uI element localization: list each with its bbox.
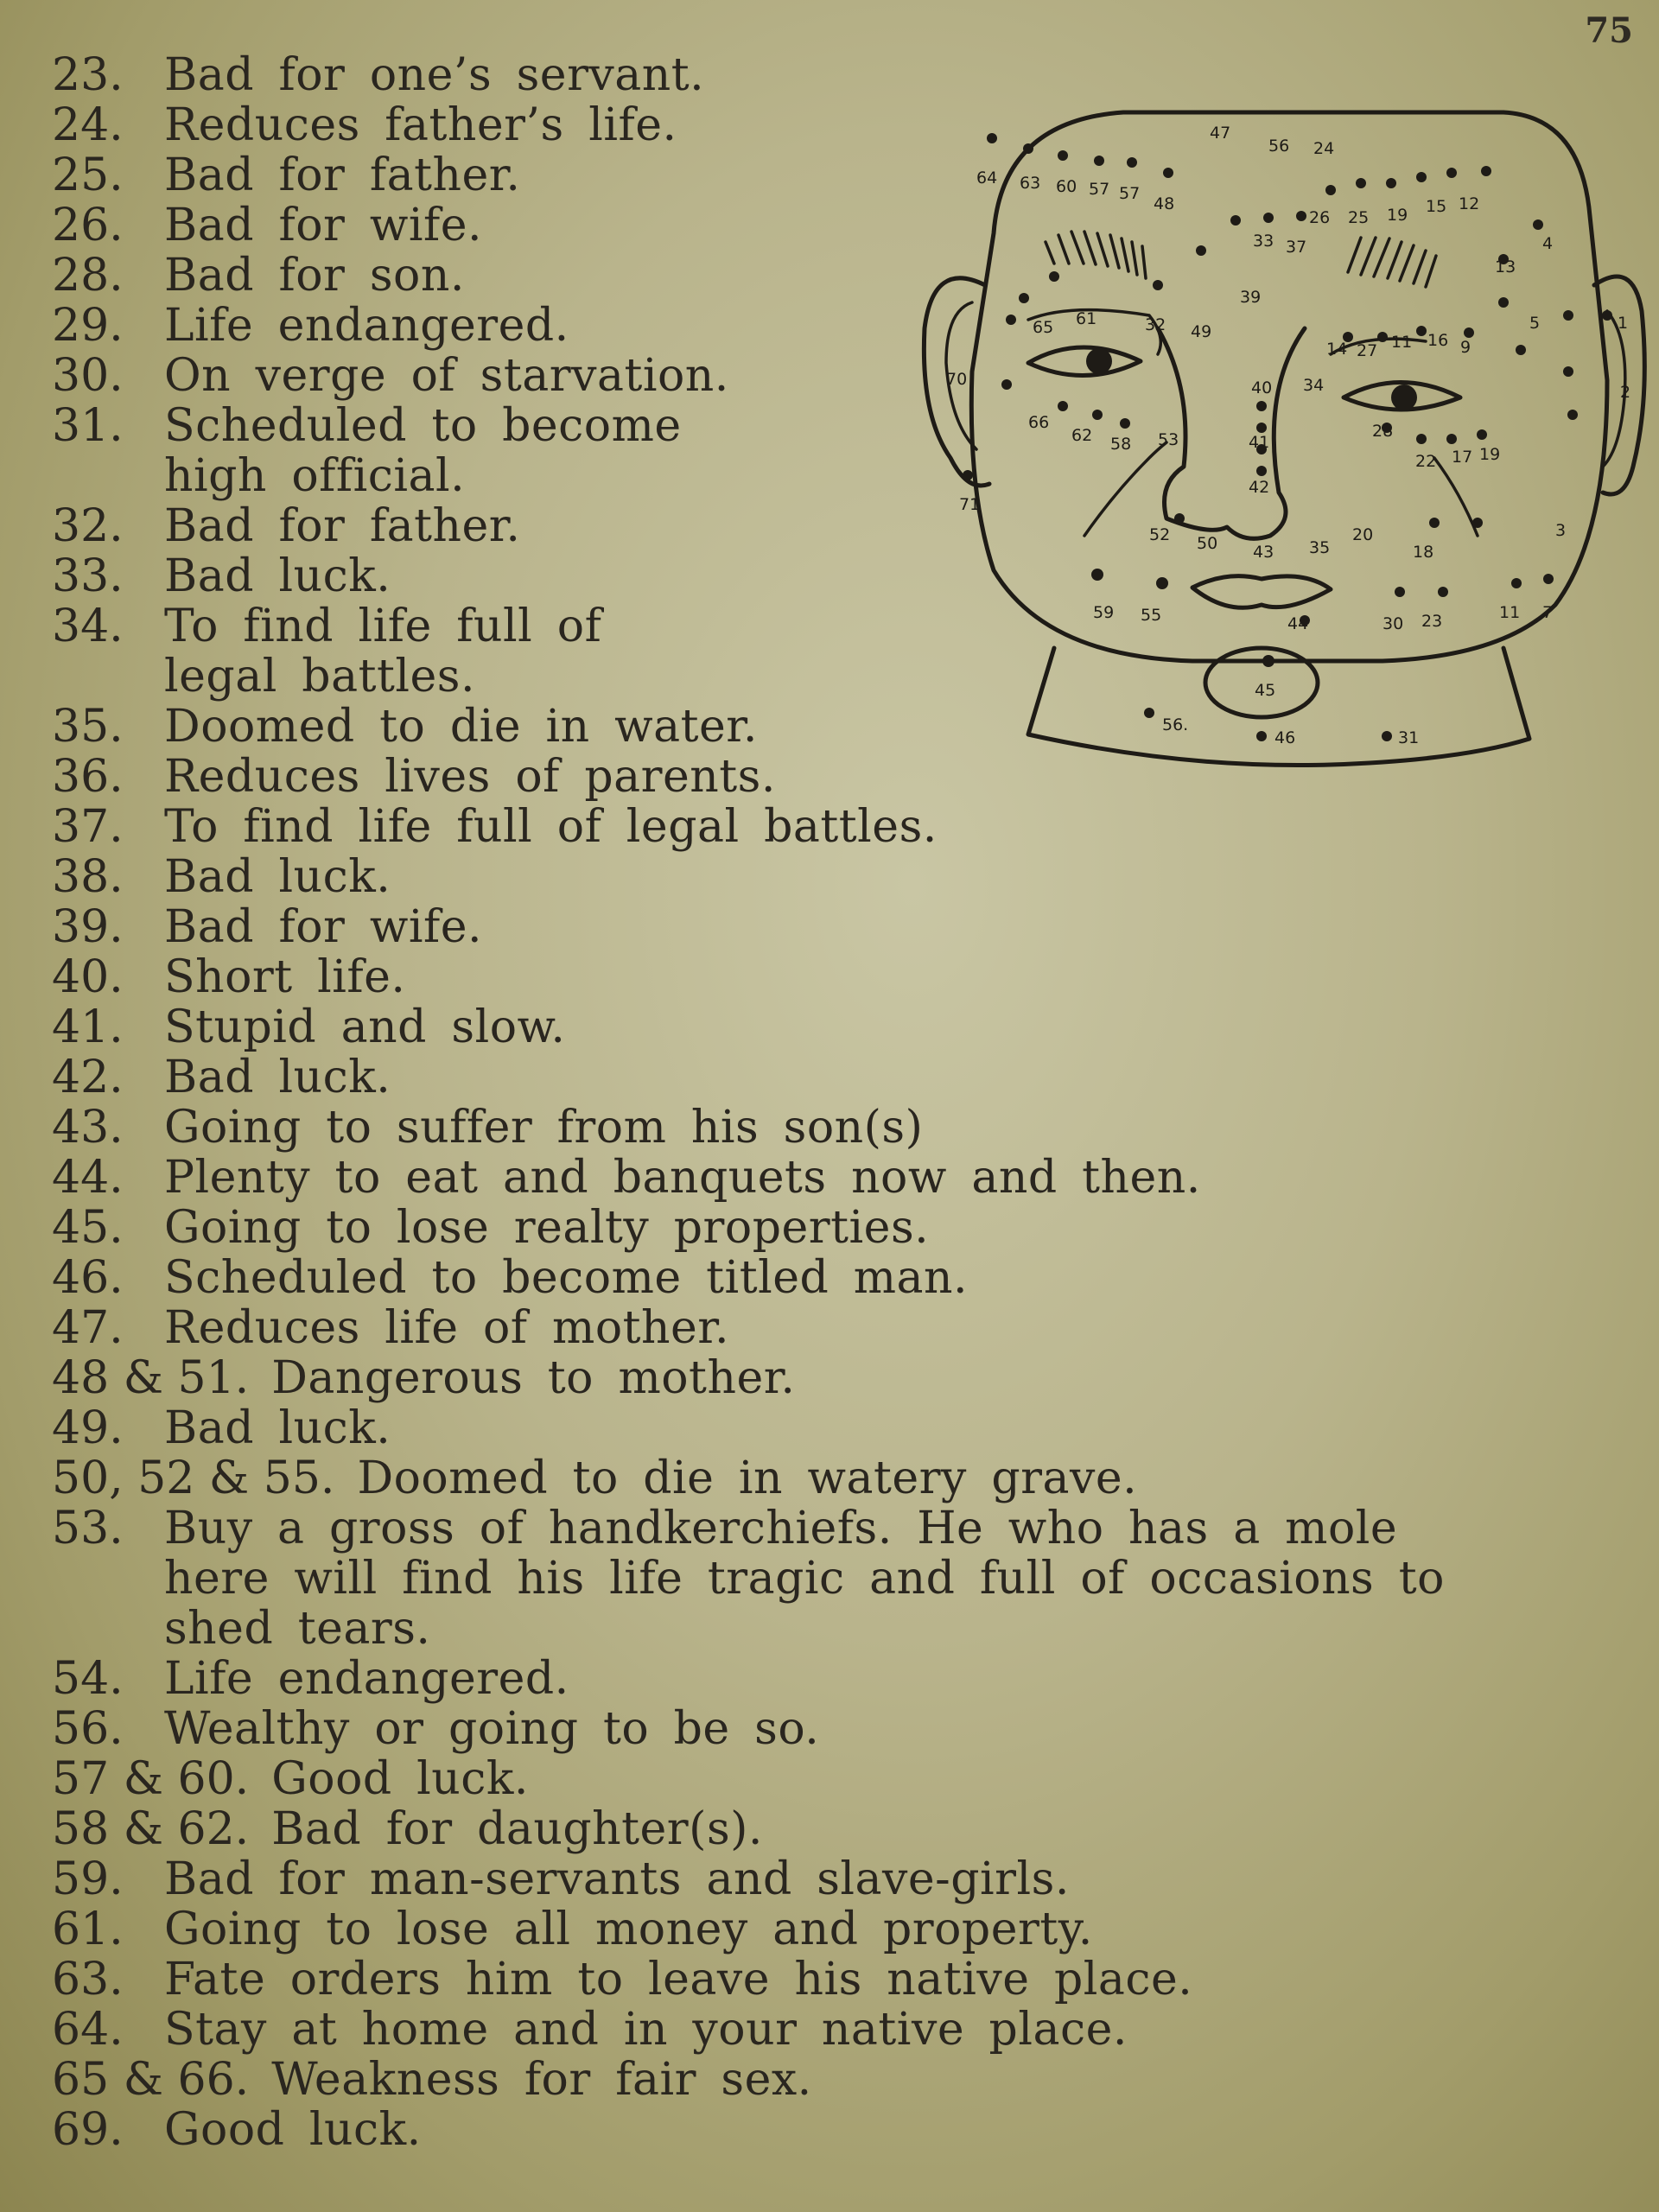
entry-number: 42. [52,1052,124,1103]
list-item [52,802,1607,852]
entry-number: 29. [52,300,124,352]
mole-label: 22 [1415,452,1437,471]
mole-label: 70 [946,370,968,389]
list-item [52,1052,1607,1103]
entry-number: 25. [52,149,124,201]
entry-number: 44. [52,1152,124,1204]
mole-label: 46 [1274,728,1296,747]
entry-text: On verge of starvation. [164,350,729,402]
mole-label: 20 [1352,525,1374,544]
entry-text: Good luck. [271,1753,529,1805]
entry-number: 47. [52,1302,124,1354]
mole-label: 7 [1542,603,1554,622]
list-item [52,852,1607,902]
list-item [52,2005,1607,2055]
mole-label: 19 [1479,445,1501,464]
entry-text: Bad for father. [164,500,521,552]
mole-label: 33 [1253,232,1274,251]
entry-number: 37. [52,801,124,853]
entry-number: 33. [52,550,124,602]
mole-label: 37 [1286,238,1307,257]
mole-label: 23 [1421,612,1443,631]
list-item [52,1754,1607,1804]
entry-text: Life endangered. [164,300,569,352]
mole-label: 52 [1149,525,1171,544]
mole-label: 28 [1372,422,1394,441]
list-item [52,2055,1607,2105]
mole-label: 11 [1391,333,1413,352]
entry-number: 34. [52,601,124,652]
mole-label: 40 [1251,378,1273,397]
entry-number: 43. [52,1102,124,1154]
entry-text: Bad for man-servants and slave-girls. [164,1853,1070,1905]
mole-label: 56. [1162,715,1189,734]
entry-number: 40. [52,951,124,1003]
entry-number: 23. [52,49,124,101]
entry-text: Reduces life of mother. [164,1302,729,1354]
entry-number: 58 & 62. [52,1803,250,1855]
mole-label: 1 [1618,314,1629,333]
entry-number: 56. [52,1703,124,1755]
entry-number: 64. [52,2004,124,2056]
entry-number: 65 & 66. [52,2054,250,2106]
entry-text: Scheduled to become high official. [164,400,682,502]
entry-number: 46. [52,1252,124,1304]
mole-label: 47 [1210,124,1231,143]
entry-text: Going to suffer from his son(s) [164,1102,924,1154]
entry-number: 28. [52,250,124,302]
mole-label: 62 [1071,426,1093,445]
entry-number: 59. [52,1853,124,1905]
mole-label: 11 [1499,603,1521,622]
entry-text: To find life full of legal battles. [164,801,938,853]
face-mole-diagram [899,86,1631,778]
entry-number: 32. [52,500,124,552]
mole-label: 16 [1427,331,1449,350]
mole-label: 3 [1555,521,1567,540]
mole-label: 59 [1093,603,1115,622]
entry-number: 49. [52,1402,124,1454]
entry-text: Bad for wife. [164,901,483,953]
entry-number: 48 & 51. [52,1352,250,1404]
mole-label: 4 [1542,234,1554,253]
entry-text: Plenty to eat and banquets now and then. [164,1152,1201,1204]
list-item [52,902,1607,952]
entry-number: 31. [52,400,124,452]
entry-number: 61. [52,1904,124,1955]
mole-label: 71 [959,495,981,514]
entry-number: 53. [52,1503,124,1554]
entry-number: 45. [52,1202,124,1254]
entry-text: Bad luck. [164,1052,391,1103]
mole-label: 15 [1426,197,1447,216]
entry-text: Bad for son. [164,250,465,302]
mole-label: 42 [1249,478,1270,497]
entry-number: 63. [52,1954,124,2005]
list-item [52,1704,1607,1754]
list-item [52,1303,1607,1353]
mole-label: 31 [1398,728,1420,747]
list-item [52,1904,1607,1955]
entry-text: Reduces father’s life. [164,99,677,151]
entry-text: Bad for father. [164,149,521,201]
entry-number: 54. [52,1653,124,1705]
mole-label: 50 [1197,534,1218,553]
mole-label: 12 [1459,194,1480,213]
entry-number: 38. [52,851,124,903]
mole-label: 55 [1141,606,1162,625]
mole-label: 5 [1529,314,1541,333]
mole-label: 9 [1460,338,1471,357]
mole-label: 32 [1145,315,1166,334]
entry-number: 35. [52,701,124,753]
mole-label: 24 [1313,139,1335,158]
mole-label: 27 [1357,341,1378,360]
mole-label: 48 [1154,194,1175,213]
mole-label: 34 [1303,376,1325,395]
entry-text: Going to lose all money and property. [164,1904,1093,1955]
entry-text: Weakness for fair sex. [271,2054,812,2106]
mole-label: 60 [1056,177,1077,196]
entry-text: Bad luck. [164,1402,391,1454]
entry-text: Short life. [164,951,406,1003]
list-item [52,1804,1607,1854]
mole-label: 35 [1309,538,1331,557]
entry-text: Wealthy or going to be so. [164,1703,820,1755]
entry-number: 69. [52,2104,124,2156]
mole-label: 44 [1287,614,1309,633]
mole-label: 64 [976,168,998,188]
mole-label: 17 [1452,448,1473,467]
page-number: 75 [1585,10,1633,51]
mole-label: 14 [1326,340,1348,359]
entry-text: Going to lose realty properties. [164,1202,930,1254]
mole-label: 65 [1033,318,1054,337]
mole-label: 30 [1382,614,1404,633]
list-item [52,2105,1607,2155]
mole-label: 41 [1249,433,1270,452]
mole-label: 19 [1387,206,1408,225]
entry-number: 36. [52,751,124,803]
mole-label: 43 [1253,543,1274,562]
list-item [52,1353,1607,1403]
entry-number: 24. [52,99,124,151]
mole-label: 63 [1020,174,1041,193]
entry-number: 39. [52,901,124,953]
entry-text: Stay at home and in your native place. [164,2004,1128,2056]
entry-text: Life endangered. [164,1653,569,1705]
mole-label: 26 [1309,208,1331,227]
list-item [52,1153,1607,1203]
mole-label: 18 [1413,543,1434,562]
list-item [52,1654,1607,1704]
list-item [52,952,1607,1002]
entry-text: Dangerous to mother. [271,1352,796,1404]
entry-text: Reduces lives of parents. [164,751,776,803]
entry-text: Bad luck. [164,550,391,602]
entry-text: Stupid and slow. [164,1001,566,1053]
mole-label: 45 [1255,681,1276,700]
entry-text: Fate orders him to leave his native place. [164,1954,1193,2005]
mole-label: 66 [1028,413,1050,432]
list-item [52,1403,1607,1453]
entry-text: Scheduled to become titled man. [164,1252,969,1304]
mole-label: 13 [1495,257,1516,276]
list-item [52,1854,1607,1904]
mole-label: 56 [1268,137,1290,156]
list-item [52,1955,1607,2005]
entry-number: 50, 52 & 55. [52,1452,335,1504]
entry-number: 26. [52,200,124,251]
entry-text: Doomed to die in watery grave. [357,1452,1138,1504]
mole-label: 39 [1240,288,1262,307]
entry-text: To find life full of legal battles. [164,601,602,702]
list-item [52,1503,1607,1654]
mole-label: 2 [1620,383,1631,402]
entry-text: Bad for daughter(s). [271,1803,763,1855]
list-item [52,1203,1607,1253]
entry-number: 41. [52,1001,124,1053]
entry-text: Bad for one’s servant. [164,49,705,101]
mole-label: 53 [1158,430,1179,449]
mole-label: 25 [1348,208,1370,227]
list-item [52,1002,1607,1052]
entry-text: Bad luck. [164,851,391,903]
mole-label: 58 [1110,435,1132,454]
entry-number: 30. [52,350,124,402]
mole-label: 57 [1119,184,1141,203]
mole-label: 57 [1089,180,1110,199]
list-item [52,1103,1607,1153]
entry-text: Doomed to die in water. [164,701,758,753]
list-item [52,1453,1607,1503]
list-item [52,1253,1607,1303]
entry-text: Good luck. [164,2104,422,2156]
mole-label: 61 [1076,309,1097,328]
mole-label: 49 [1191,322,1212,341]
entry-text: Buy a gross of handkerchiefs. He who has a mole here will find his life tragic and full of occasions to shed tears. [164,1503,1445,1655]
entry-text: Bad for wife. [164,200,483,251]
entry-number: 57 & 60. [52,1753,250,1805]
